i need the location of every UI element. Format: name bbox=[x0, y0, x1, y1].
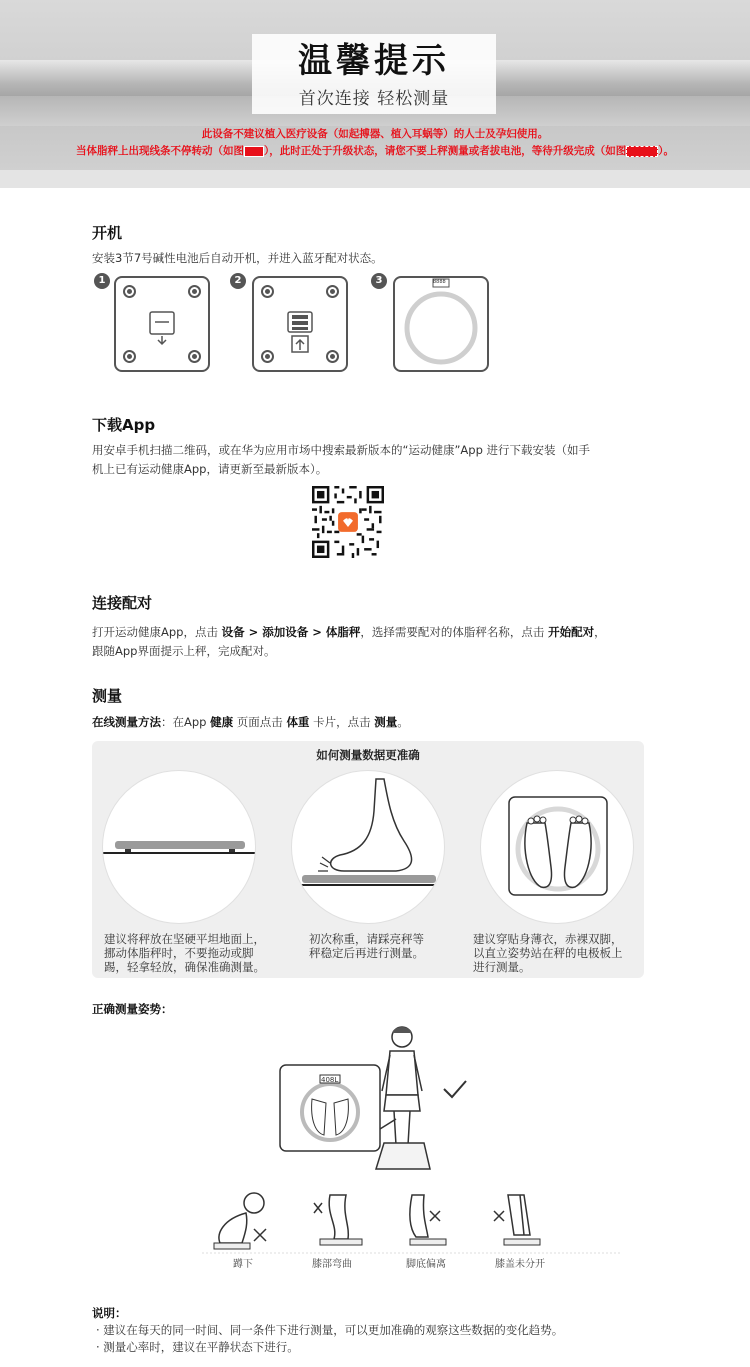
tip-flat-floor-illustration bbox=[102, 770, 256, 924]
step-number-2: 2 bbox=[230, 273, 246, 289]
wrong-posture-label-knees-bent: 膝部弯曲 bbox=[312, 1259, 352, 1270]
upgrade-complete-icon bbox=[626, 146, 658, 157]
section-heading-pairing: 连接配对 bbox=[92, 592, 152, 613]
battery-slot-icon bbox=[252, 276, 348, 372]
step-number-1: 1 bbox=[94, 273, 110, 289]
tip-caption-3: 建议穿贴身薄衣，赤裸双脚， 以直立姿势站在秤的电极板上 进行测量。 bbox=[473, 932, 623, 974]
page-title: 温馨提示 bbox=[298, 41, 450, 81]
display-readout: 8888 bbox=[433, 279, 446, 285]
pairing-path-bold: 设备 > 添加设备 > 体脂秤 bbox=[221, 625, 361, 639]
correct-posture-illustration bbox=[272, 1025, 502, 1175]
wrong-posture-label-feet-off: 脚底偏离 bbox=[406, 1259, 446, 1270]
foot-tapping-scale-icon bbox=[292, 771, 445, 924]
tip-caption-1: 建议将秤放在坚硬平坦地面上， 挪动体脂秤时，不要拖动或脚 踢，轻拿轻放，确保准确测量。 bbox=[104, 932, 265, 974]
warning-text-a: 当体脂秤上出现线条不停转动（如图 bbox=[76, 145, 244, 157]
tip-caption-2: 初次称重，请踩亮秤等 秤稳定后再进行测量。 bbox=[309, 932, 424, 960]
power-on-text: 安装3节7号碱性电池后自动开机，并进入蓝牙配对状态。 bbox=[92, 251, 383, 265]
bare-feet-on-scale-icon bbox=[481, 771, 634, 924]
scale-on-floor-icon bbox=[103, 771, 256, 924]
warning-text-c: ）。 bbox=[658, 145, 674, 157]
section-heading-measure: 测量 bbox=[92, 685, 122, 706]
warning-line-1: 此设备不建议植入医疗设备（如起搏器、植入耳蜗等）的人士及孕妇使用。 bbox=[201, 128, 549, 140]
page-subtitle: 首次连接 轻松测量 bbox=[298, 89, 450, 109]
section-heading-power-on: 开机 bbox=[92, 222, 122, 243]
note-item-2: · 测量心率时，建议在平静状态下进行。 bbox=[96, 1340, 299, 1354]
scale-step-3-illustration bbox=[393, 276, 489, 372]
pairing-ring-icon bbox=[393, 276, 489, 372]
start-pairing-bold: 开始配对 bbox=[548, 625, 595, 639]
wrong-postures-illustration bbox=[202, 1185, 622, 1255]
step-number-3: 3 bbox=[371, 273, 387, 289]
header-banner bbox=[0, 0, 750, 188]
warning-text-b: ），此时正处于升级状态，请您不要上秤测量或者拔电池，等待升级完成（如图 bbox=[264, 145, 627, 157]
pairing-text: 打开运动健康App，点击 设备 > 添加设备 > 体脂秤，选择需要配对的体脂秤名称，点击 开始配对， 跟随App界面提示上秤，完成配对。 bbox=[92, 623, 667, 661]
app-qr-code[interactable] bbox=[312, 486, 384, 558]
floor-image bbox=[0, 170, 750, 188]
spinning-lines-icon bbox=[244, 146, 264, 157]
online-measure-text: 在线测量方法：在App 健康 页面点击 体重 卡片，点击 测量。 bbox=[92, 715, 409, 729]
tip-barefoot-illustration bbox=[480, 770, 634, 924]
scale-step-1-illustration bbox=[114, 276, 210, 372]
battery-cover-icon bbox=[114, 276, 210, 372]
download-text-line-1: 用安卓手机扫描二维码，或在华为应用市场中搜索最新版本的“运动健康”App 进行下载安装（如手 bbox=[92, 443, 591, 457]
notes-heading: 说明： bbox=[92, 1306, 127, 1320]
pairing-text-line-2: 跟随App界面提示上秤，完成配对。 bbox=[92, 644, 276, 658]
wrong-posture-label-knees-together: 膝盖未分开 bbox=[495, 1259, 545, 1270]
title-box bbox=[252, 34, 496, 114]
scale-step-2-illustration bbox=[252, 276, 348, 372]
posture-display-readout: 408L bbox=[321, 1076, 339, 1084]
download-text-line-2: 机上已有运动健康App，请更新至最新版本）。 bbox=[92, 462, 328, 476]
note-item-1: · 建议在每天的同一时间、同一条件下进行测量，可以更加准确的观察这些数据的变化趋势。 bbox=[96, 1323, 564, 1337]
section-heading-download: 下载App bbox=[92, 414, 155, 435]
posture-heading: 正确测量姿势： bbox=[92, 1002, 173, 1016]
tip-step-on-illustration bbox=[291, 770, 445, 924]
wrong-posture-label-squat: 蹲下 bbox=[233, 1259, 253, 1270]
warning-line-2 bbox=[0, 143, 750, 158]
panel-title: 如何测量数据更准确 bbox=[316, 748, 420, 762]
download-text bbox=[92, 441, 667, 479]
